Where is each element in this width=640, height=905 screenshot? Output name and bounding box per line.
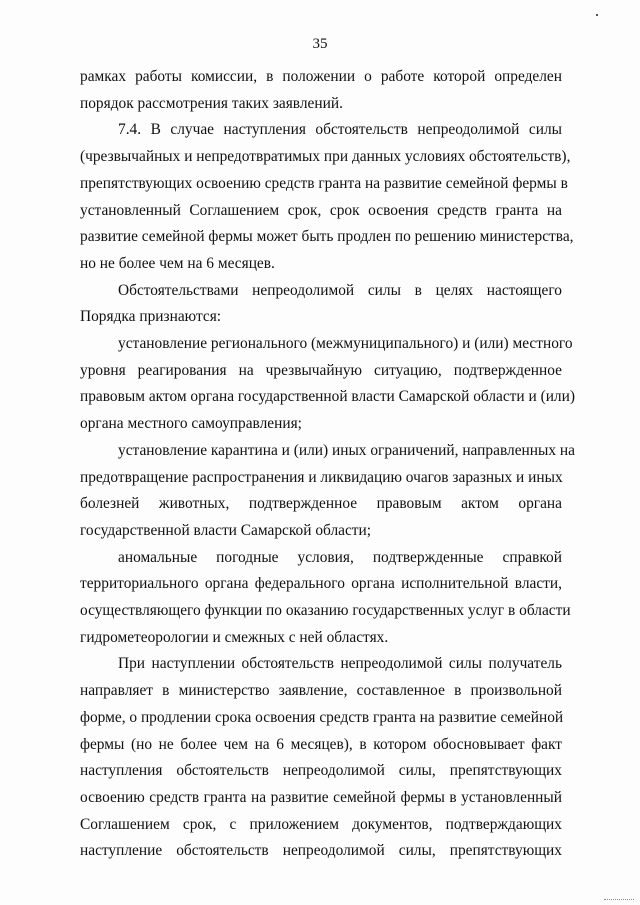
text-line: фермы (но не более чем на 6 месяцев), в котором обосновывает факт (80, 735, 562, 753)
text-line: При наступлении обстоятельств непреодолимой силы получатель (118, 655, 562, 673)
scan-edge-mark (604, 899, 634, 901)
text-line: освоению средств гранта на развитие семейной фермы в установленный (80, 788, 562, 806)
scan-dot (596, 14, 598, 16)
text-line: правовым актом органа государственной власти Самарской области и (или) (80, 388, 575, 406)
text-line: предотвращение распространения и ликвидацию очагов заразных и иных (80, 468, 563, 486)
text-line: 7.4. В случае наступления обстоятельств непреодолимой силы (118, 121, 562, 139)
text-line: Соглашением срок, с приложением документов, подтверждающих (80, 815, 562, 833)
text-line: порядок рассмотрения таких заявлений. (80, 94, 343, 112)
text-line: органа местного самоуправления; (80, 415, 302, 433)
text-line: наступление обстоятельств непреодолимой силы, препятствующих (80, 842, 562, 860)
text-line: Порядка признаются: (80, 308, 222, 326)
page-number: 35 (312, 36, 328, 52)
text-line: аномальные погодные условия, подтвержденные справкой (118, 548, 562, 566)
text-line: форме, о продлении срока освоения средств гранта на развитие семейной (80, 708, 564, 726)
text-line: болезней животных, подтвержденное правовым актом органа (80, 495, 562, 513)
text-line: установление регионального (межмуниципального) и (или) местного (118, 335, 573, 352)
text-line: но не более чем на 6 месяцев. (80, 254, 275, 272)
text-line: (чрезвычайных и непредотвратимых при данных условиях обстоятельств), (80, 148, 571, 166)
text-line: государственной власти Самарской области; (80, 521, 372, 539)
text-line: гидрометеорологии и смежных с ней областях. (80, 628, 389, 646)
text-line: развитие семейной фермы может быть продлен по решению министерства, (80, 228, 574, 246)
text-line: Обстоятельствами непреодолимой силы в целях настоящего (118, 281, 562, 299)
text-line: территориального органа федерального органа исполнительной власти, (80, 575, 562, 593)
text-line: осуществляющего функции по оказанию государственных услуг в области (80, 602, 571, 619)
text-line: препятствующих освоению средств гранта на развитие семейной фермы в (80, 174, 568, 192)
text-line: установленный Соглашением срок, срок освоения средств гранта на (80, 201, 562, 219)
text-line: уровня реагирования на чрезвычайную ситуацию, подтвержденное (80, 361, 562, 379)
text-line: направляет в министерство заявление, составленное в произвольной (80, 682, 562, 700)
text-line: рамках работы комиссии, в положении о работе которой определен (80, 68, 562, 85)
text-line: наступления обстоятельств непреодолимой силы, препятствующих (80, 762, 562, 780)
text-line: установление карантина и (или) иных ограничений, направленных на (118, 441, 575, 459)
